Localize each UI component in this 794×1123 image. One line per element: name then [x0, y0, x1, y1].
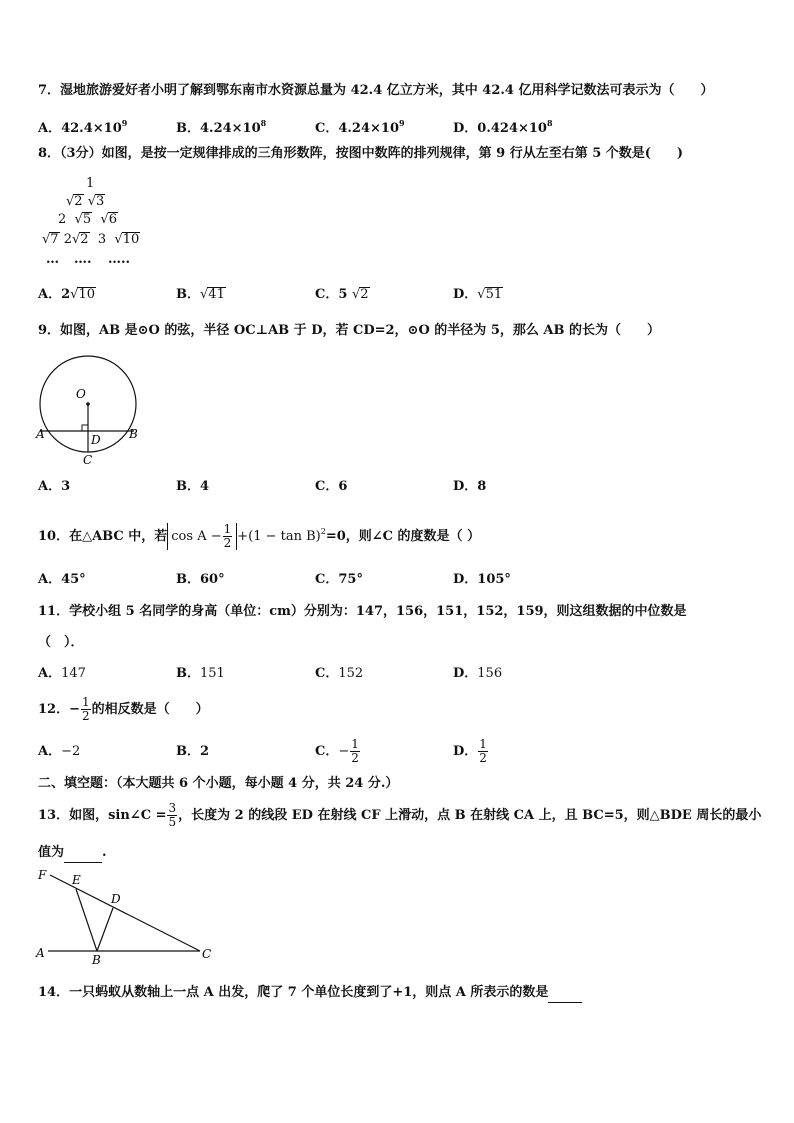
q12-option-a: A．−2 — [38, 744, 81, 759]
q8-option-a: A．2√10 — [38, 287, 95, 302]
q11-option-c: C．152 — [315, 666, 364, 681]
right-angle-mark — [82, 425, 88, 431]
q12-option-c: C．− $\frac{1}{2}$ — [315, 737, 359, 765]
q8-stem: 8．（3分）如图，是按一定规律排成的三角形数阵，按图中数阵的排列规律，第 9 行从左至右第 5 个数是( ) — [38, 146, 684, 161]
tri-dots-3: ….. — [108, 252, 131, 267]
q7-option-b: B．$4.24\times 10^8$ — [176, 118, 267, 136]
q13-stem-2: 值为 . — [38, 844, 107, 863]
q9-option-c: C．6 — [315, 479, 348, 494]
q11-option-b: B．151 — [176, 666, 225, 681]
label-a: A — [36, 427, 45, 441]
q12-stem: 12．− $\frac{1}{2}$ 的相反数是（ ） — [38, 695, 209, 723]
tri-row1: 1 — [86, 176, 95, 191]
q11-stem: 11．学校小组 5 名同学的身高（单位：cm）分别为：147，156，151，152，159，则这组数据的中位数是 — [38, 604, 687, 619]
label-f: F — [38, 868, 47, 882]
q10-option-d: D．105° — [453, 572, 511, 587]
q7-option-a: A．$42.4\times 10^9$ — [38, 118, 128, 136]
segment-bd — [97, 908, 113, 951]
segment-be — [76, 889, 97, 951]
label-c2: C — [202, 947, 212, 961]
q13-answer-blank[interactable] — [64, 844, 102, 863]
label-b2: B — [92, 953, 101, 966]
q10-abs: cos A − $\frac{1}{2}$ — [167, 523, 237, 550]
q10-stem: 10．在△ABC 中，若 cos A − $\frac{1}{2}$ $+(1 - \tan B)^2=0$，则∠C 的度数是（ ） — [38, 522, 481, 550]
tri-row4: √7 2√2 3 √10 — [42, 232, 140, 247]
tri-dots-1: … — [46, 252, 59, 267]
label-o: O — [76, 387, 86, 401]
q10-option-b: B．60° — [176, 572, 225, 587]
q14-answer-blank[interactable] — [548, 984, 582, 1003]
label-e: E — [72, 873, 81, 887]
q8-option-c: C．5 √2 — [315, 287, 369, 302]
tri-row3: 2 √5 √6 — [58, 212, 117, 227]
q11-stem-2: （ ）． — [38, 635, 84, 650]
label-d2: D — [111, 892, 121, 906]
label-a2: A — [36, 946, 45, 960]
q13-triangle-figure — [34, 866, 219, 966]
q11-option-d: D．156 — [453, 666, 503, 681]
center-point — [86, 402, 90, 406]
q7-option-c: C．$4.24\times 10^9$ — [315, 118, 405, 136]
q9-option-a: A．3 — [38, 479, 71, 494]
label-c: C — [83, 453, 93, 467]
q8-option-b: B．√41 — [176, 287, 225, 302]
q8-option-d: D．√51 — [453, 287, 503, 302]
q12-option-b: B．2 — [176, 744, 210, 759]
q10-option-a: A．45° — [38, 572, 86, 587]
q13-stem: 13．如图，sin∠C = $\frac{3}{5}$ ，长度为 2 的线段 ED 在射线 CF 上滑动，点 B 在射线 CA 上，且 BC=5，则△BDE 周长的最小 — [38, 801, 762, 829]
q10-option-c: C．75° — [315, 572, 363, 587]
tri-row2: √2 √3 — [66, 194, 105, 209]
q12-option-d: D． $\frac{1}{2}$ — [453, 737, 487, 765]
label-b: B — [129, 427, 138, 441]
q9-option-b: B．4 — [176, 479, 210, 494]
q7-stem: 7．湿地旅游爱好者小明了解到鄂东南市水资源总量为 42.4 亿立方米，其中 42.4 亿用科学记数法可表示为（ ） — [38, 83, 714, 98]
q14-stem: 14．一只蚂蚁从数轴上一点 A 出发，爬了 7 个单位长度到了+1，则点 A 所表示的数是 — [38, 984, 582, 1003]
q7-option-d: D．$0.424\times 10^8$ — [453, 118, 553, 136]
section-2-heading: 二、填空题：（本大题共 6 个小题，每小题 4 分，共 24 分.） — [38, 776, 399, 791]
label-d: D — [91, 433, 101, 447]
q11-option-a: A．147 — [38, 666, 86, 681]
q9-option-d: D．8 — [453, 479, 487, 494]
q9-circle-figure — [34, 350, 146, 468]
tri-dots-2: …. — [74, 252, 92, 267]
q9-stem: 9．如图，AB 是⊙O 的弦，半径 OC⊥AB 于 D，若 CD=2，⊙O 的半径为 5，那么 AB 的长为（ ） — [38, 323, 660, 338]
